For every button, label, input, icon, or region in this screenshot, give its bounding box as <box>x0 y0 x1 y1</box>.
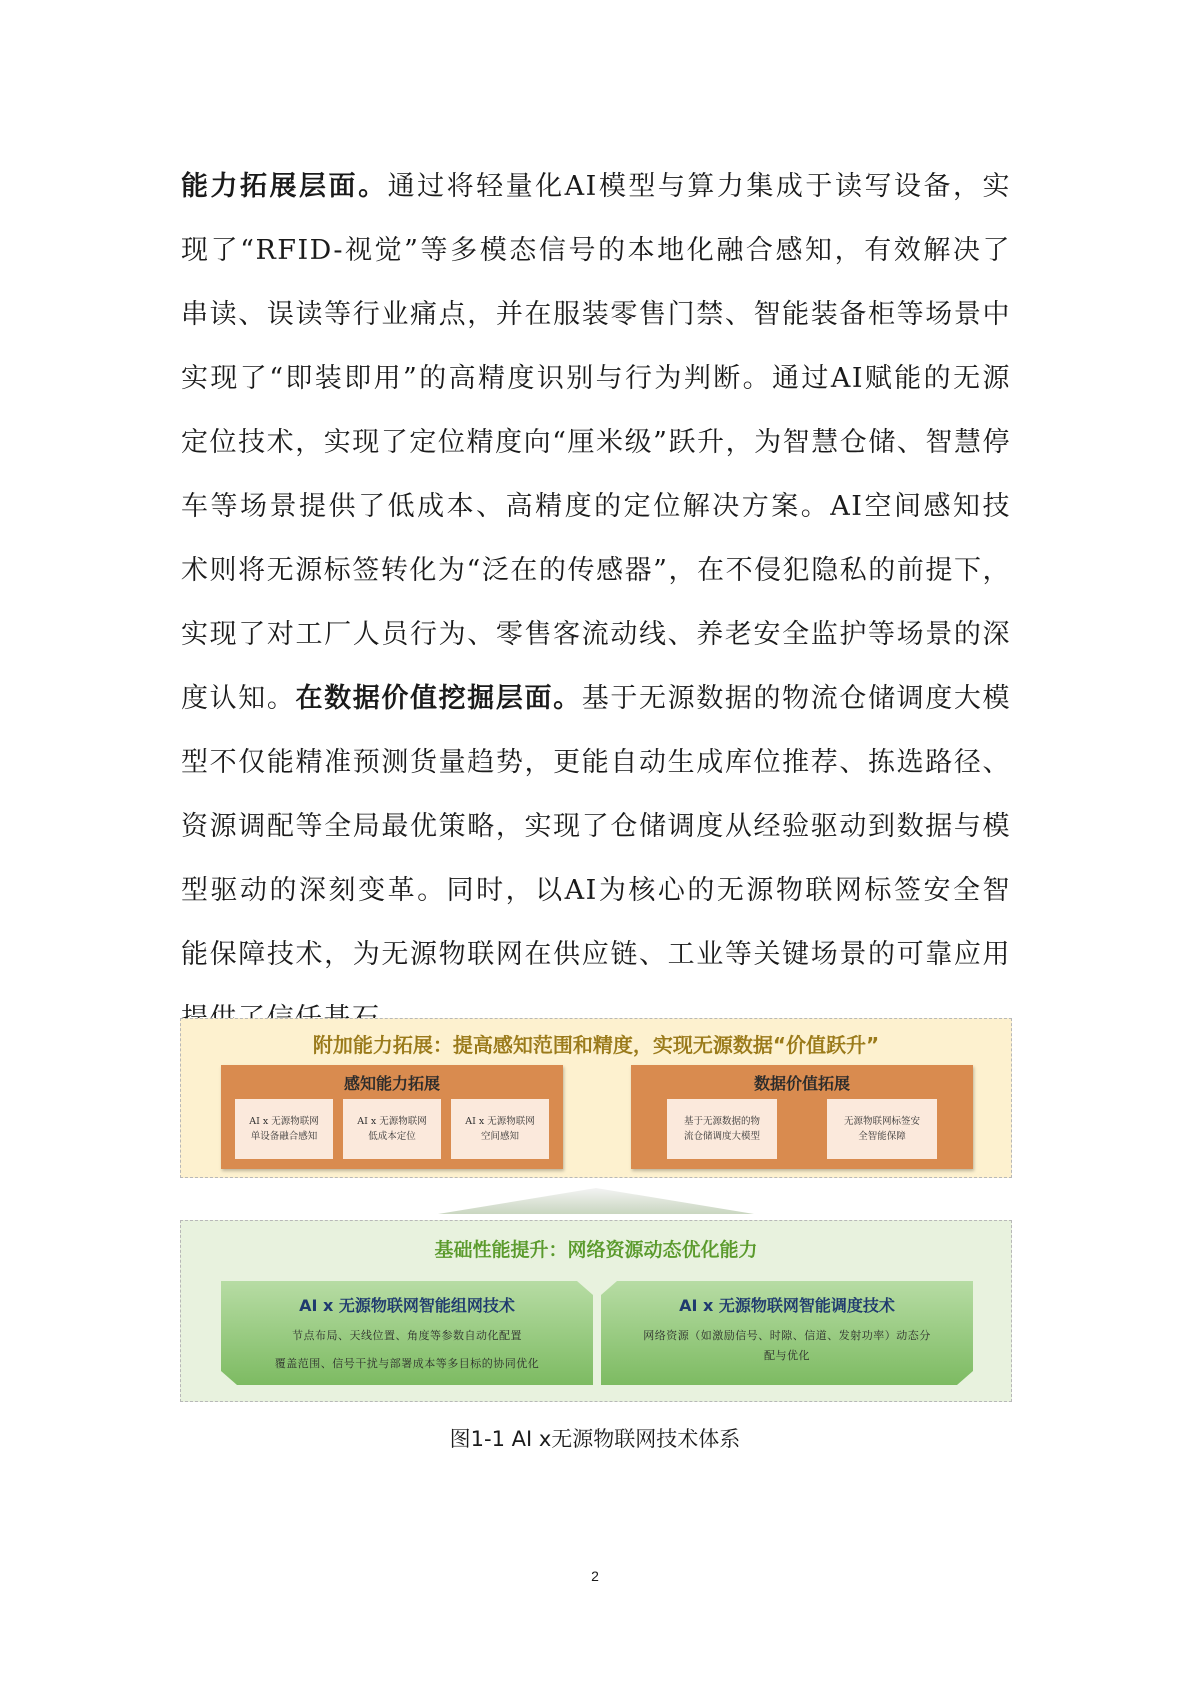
networking-line: 覆盖范围、信号干扰与部署成本等多目标的协同优化 <box>274 1357 540 1370</box>
figure-bottom-panel <box>180 1220 1012 1402</box>
data-value-group-title: 数据价值拓展 <box>753 1074 850 1093</box>
perception-item: AI x 无源物联网 低成本定位 <box>343 1099 441 1159</box>
data-value-group <box>631 1065 973 1169</box>
networking-tech-box <box>221 1281 593 1385</box>
figure-top-panel <box>180 1018 1012 1178</box>
perception-group <box>221 1065 563 1169</box>
scheduling-tech-title: AI x 无源物联网智能调度技术 <box>679 1296 895 1315</box>
data-value-text: 基于无源数据的物流仓储调度大模型不仅能精准预测货量趋势，更能自动生成库位推荐、拣选路径、资源调配等全局最优策略，实现了仓储调度从经验驱动到数据与模型驱动的深刻变革。同时，以AI为核心的无源物联网标签安全智能保障技术，为无源物联网在供应链、工业等关键场景的可靠应用 <box>181 683 1011 970</box>
perception-item: AI x 无源物联网 单设备融合感知 <box>235 1099 333 1159</box>
data-value-item: 基于无源数据的物 流仓储调度大模型 <box>667 1099 777 1159</box>
up-arrow-icon <box>438 1188 754 1214</box>
data-value-item: 无源物联网标签安 全智能保障 <box>827 1099 937 1159</box>
scheduling-tech-box <box>601 1281 973 1385</box>
page-number: 2 <box>591 1568 599 1584</box>
figure-top-title: 附加能力拓展：提高感知范围和精度，实现无源数据“价值跃升” <box>312 1033 880 1057</box>
capability-heading: 能力拓展层面。 <box>181 171 388 202</box>
perception-group-title: 感知能力拓展 <box>343 1074 440 1093</box>
networking-line: 节点布局、天线位置、角度等参数自动化配置 <box>292 1329 522 1342</box>
body-paragraph <box>181 155 1011 1051</box>
perception-item: AI x 无源物联网 空间感知 <box>451 1099 549 1159</box>
scheduling-line: 网络资源（如激励信号、时隙、信道、发射功率）动态分 <box>643 1329 931 1342</box>
figure-caption: 图1-1 AI x无源物联网技术体系 <box>449 1427 741 1451</box>
figure-bottom-title: 基础性能提升：网络资源动态优化能力 <box>434 1239 758 1261</box>
capability-text: 通过将轻量化AI模型与算力集成于读写设备，实现了“RFID-视觉”等多模态信号的本地化融合感知，有效解决了串读、误读等行业痛点，并在服装零售门禁、智能装备柜等场景中实现了“即装即用”的高精度识别与行为判断。通过AI赋能的无源定位技术，实现了定位精度向“厘米级”跃升，为智慧仓储、智慧停车等场景提供了低成本、高精度的定位解决方案。AI空间感知技术则将无源标签转化为“泛在的传感器”，在不侵犯隐私的前提下，实现了对工厂人员行为、零售客流动线、养老安全监护等场景的深度认知。 <box>181 171 1011 714</box>
scheduling-line: 配与优化 <box>764 1349 810 1362</box>
networking-tech-title: AI x 无源物联网智能组网技术 <box>299 1296 515 1315</box>
data-value-heading: 在数据价值挖掘层面。 <box>295 683 582 714</box>
